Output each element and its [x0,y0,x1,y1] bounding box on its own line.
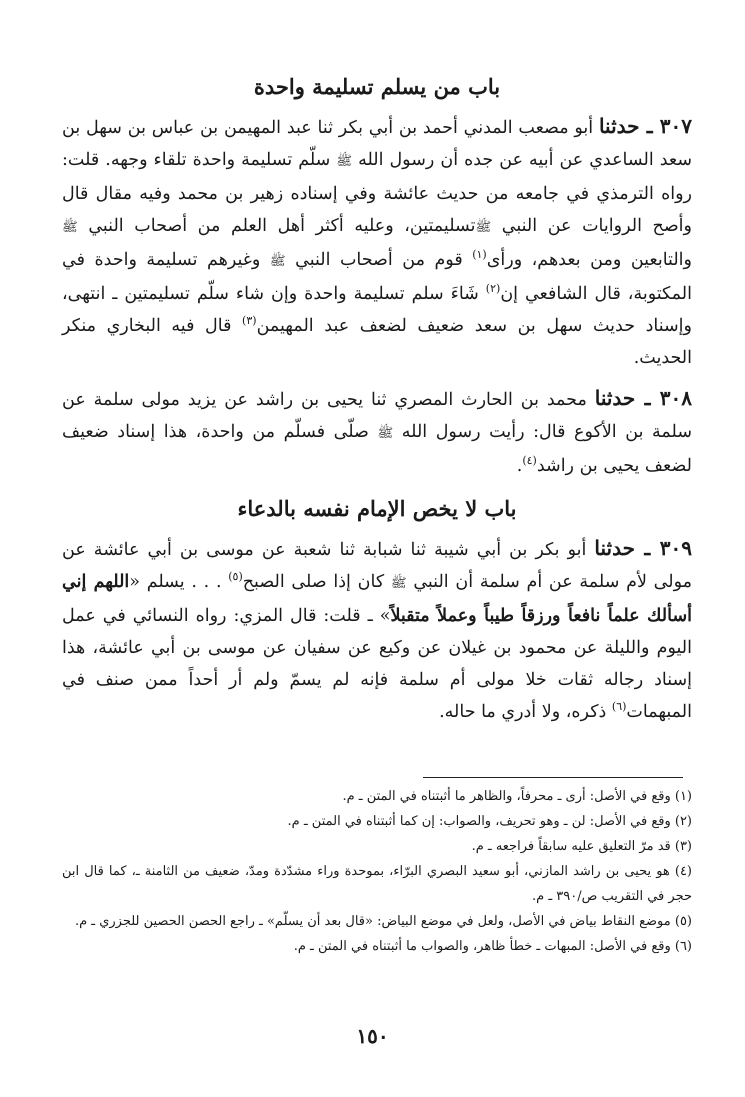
footnote-1: (١) وقع في الأصل: أرى ـ محرفاً، والظاهر ما أثبتناه في المتن ـ م. [342,789,692,804]
salla-glyph: ﷺ [390,576,407,591]
footnote-ref: (٤) [522,454,537,468]
salla-glyph: ﷺ [377,426,394,441]
hadith-number: ٣٠٨ [659,386,692,410]
haddathana-word: حدثنا [594,536,635,560]
hadith-number: ٣٠٩ [659,536,692,560]
salla-glyph: ﷺ [475,220,492,235]
footnote-ref: (٦) [611,700,627,714]
main-text [62,60,692,736]
footnote-ref: (٢) [485,282,501,296]
salla-glyph: ﷺ [269,254,286,269]
dua-text: اللهم إني أسألك علماً نافعاً ورزقاً طيباً وعملاً متقبلاً [62,572,692,626]
footnote-4: (٤) هو يحيى بن راشد المازني، أبو سعيد البصري البرّاء، بموحدة وراء مشدّدة ومدّ، ضعيف من الثامنة ـ، كما قال ابن حجر في التقريب ص/٣٩٠ ـ م. [62,864,692,904]
footnote-3: (٣) قد مرّ التعليق عليه سابقاً فراجعه ـ م. [471,839,692,854]
hadith-308: ٣٠٨ ـ حدثنا محمد بن الحارث المصري ثنا يحيى بن راشد عن يزيد مولى سلمة عن سلمة بن الأكوع قال: رأيت رسول الله ﷺ صلّى فسلّم من واحدة، هذا إسناد ضعيف لضعف يحيى بن راشد$^{(٤)}$. [62,386,692,476]
chapter-heading: باب لا يخص الإمام نفسه بالدعاء [237,496,517,521]
hadith-number: ٣٠٧ [659,114,692,138]
hadith-309: ٣٠٩ ـ حدثنا أبو بكر بن أبي شيبة ثنا شبابة ثنا شعبة عن موسى بن أبي عائشة عن مولى لأم سلمة عن أم سلمة أن النبي ﷺ كان إذا صلى الصبح$^{(٥)}$ . . . يسلم «اللهم إني أسألك علماً نافعاً ورزقاً طيباً وعملاً متقبلاً» ـ قلت: قال المزي: رواه النسائي في عمل اليوم والليلة عن محمود بن غيلان عن وكيع عن سفيان عن موسى بن أبي عائشة، هذا إسناد رجاله ثقات خلا مولى أم سلمة فإنه لم يسمّ ولم أر أحداً ممن صنف في المبهمات$^{(٦)}$ ذكره، ولا أدري ما حاله. [62,536,692,722]
hadith-307: ٣٠٧ ـ حدثنا أبو مصعب المدني أحمد بن أبي بكر ثنا عبد المهيمن بن عباس بن سهل بن سعد الساعدي عن أبيه عن جده أن رسول الله ﷺ سلّم تسليمة واحدة تلقاء وجهه. قلت: رواه الترمذي في جامعه من حديث عائشة وفي إسناده زهير بن محمد وفيه مقال قال وأصح الروايات عن النبي ﷺتسليمتين، وعليه أكثر أهل العلم من أصحاب النبي ﷺ والتابعين ومن بعدهم، ورأى$^{(١)}$ قوم من أصحاب النبي ﷺ وغيرهم تسليمة واحدة في المكتوبة، قال الشافعي إن$^{(٢)}$ شَاءَ سلم تسليمة واحدة وإن شاء سلّم تسليمتين ـ انتهى، وإسناد حديث سهل بن سعد ضعيف لضعف عبد المهيمن$^{(٣)}$ قال فيه البخاري منكر الحديث. [62,114,692,368]
chapter-heading: باب من يسلم تسليمة واحدة [253,74,501,99]
footnote-ref: (١) [472,248,487,262]
page-number: ١٥٠ [356,1024,389,1048]
salla-glyph: ﷺ [62,220,78,235]
footnote-2: (٢) وقع في الأصل: لن ـ وهو تحريف، والصواب: إن كما أثبتناه في المتن ـ م. [287,814,692,829]
haddathana-word: حدثنا [594,386,636,410]
footnote-6: (٦) وقع في الأصل: المبهات ـ خطأ ظاهر، والصواب ما أثبتناه في المتن ـ م. [293,939,692,954]
footnote-ref: (٥) [228,570,243,584]
footnote-ref: (٣) [242,314,257,328]
footnote-divider [423,777,683,778]
footnote-5: (٥) موضع النقاط بياض في الأصل، ولعل في موضع البياض: «قال بعد أن يسلّم» ـ راجع الحصن الحصين للجزري ـ م. [74,914,692,929]
haddathana-word: حدثنا [598,114,640,138]
footnotes [62,784,692,959]
salla-glyph: ﷺ [336,154,353,169]
